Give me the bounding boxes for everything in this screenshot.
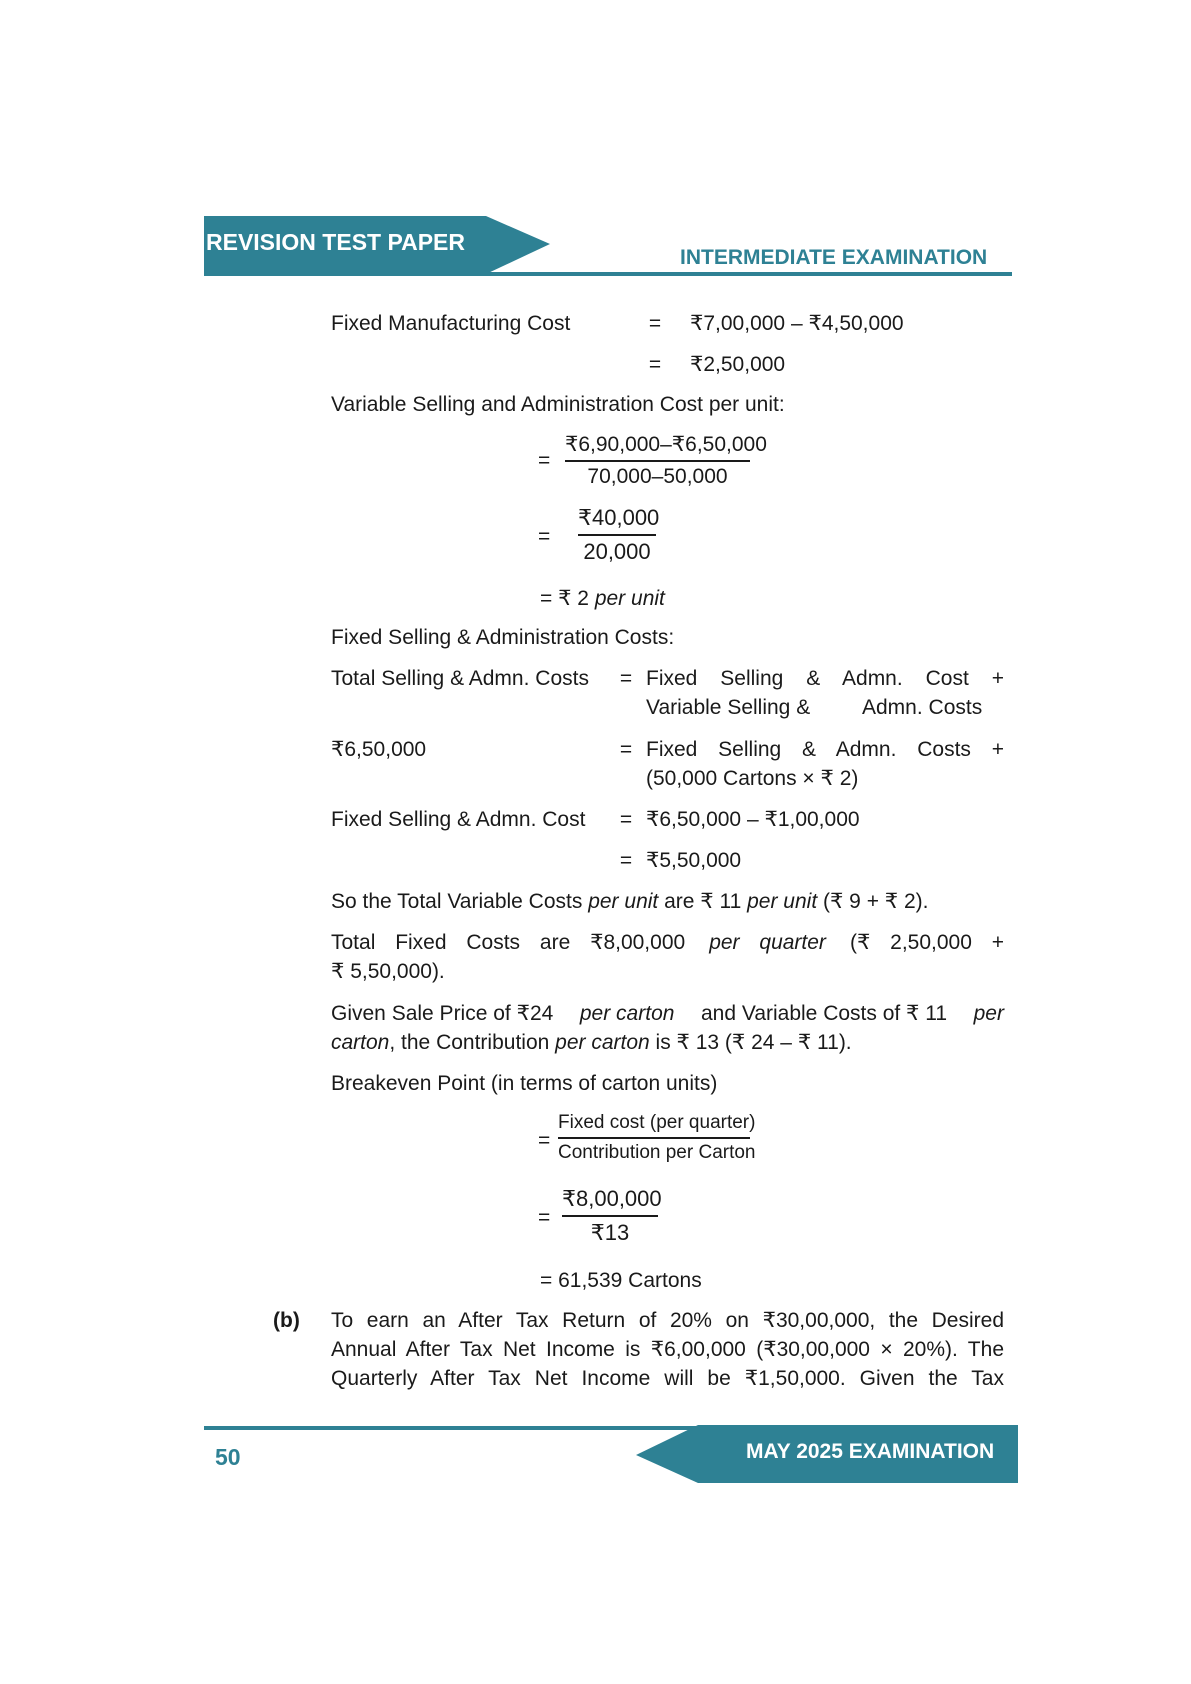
per-unit-value: = ₹ 2 <box>540 587 589 610</box>
total-fixed-costs-line2: ₹ 5,50,000). <box>331 960 445 983</box>
amount-formula-line1: Fixed Selling & Admn. Costs + <box>646 738 1004 761</box>
per-unit-text: per unit <box>594 587 665 610</box>
fraction-denominator: 70,000–50,000 <box>587 464 728 488</box>
text-run: (₹ 2,50,000 + <box>849 931 1004 954</box>
equals-sign: = <box>619 849 633 872</box>
fraction-numerator: ₹40,000 <box>578 505 660 530</box>
fraction-difference <box>578 505 660 565</box>
total-fixed-costs-line1 <box>331 928 1004 957</box>
variable-sa-heading: Variable Selling and Administration Cost per unit: <box>331 393 785 416</box>
text-run-italic: per unit <box>588 890 659 913</box>
text-run-italic: per <box>973 1002 1004 1025</box>
text-run: and Variable Costs of ₹ 11 <box>701 1002 948 1025</box>
equals-sign: = <box>648 312 662 335</box>
per-unit-result <box>540 584 665 613</box>
part-b-line2: Annual After Tax Net Income is ₹6,00,000 (₹30,00,000 × 20%). The <box>331 1338 1004 1361</box>
breakeven-result: = 61,539 Cartons <box>540 1269 702 1292</box>
total-sa-label: Total Selling & Admn. Costs <box>331 667 589 690</box>
fraction-numerator: ₹6,90,000–₹6,50,000 <box>565 433 767 456</box>
equals-sign: = <box>538 449 551 472</box>
text-run-italic: per carton <box>555 1031 650 1054</box>
fraction-variable-cost <box>565 432 767 489</box>
equals-sign: = <box>538 1129 551 1152</box>
banner-title: REVISION TEST PAPER <box>206 229 466 255</box>
total-sa-formula-line2a: Variable Selling & <box>646 696 811 719</box>
text-run-italic: per quarter <box>709 931 826 954</box>
fraction-breakeven-values <box>562 1186 662 1246</box>
given-sale-price-line1 <box>331 999 1004 1028</box>
fraction-bar <box>562 1215 658 1217</box>
text-run: Given Sale Price of ₹24 <box>331 1002 554 1025</box>
fraction-bar <box>558 1137 750 1139</box>
part-b-line3: Quarterly After Tax Net Income will be ₹1,50,000. Given the Tax <box>331 1367 1004 1390</box>
page-number: 50 <box>215 1444 241 1470</box>
text-run: Total Fixed Costs are ₹8,00,000 <box>331 931 686 954</box>
text-run-italic: carton <box>331 1031 390 1054</box>
exam-title: INTERMEDIATE EXAMINATION <box>680 246 988 269</box>
fraction-bar <box>565 460 750 462</box>
fraction-numerator: ₹8,00,000 <box>562 1186 662 1211</box>
fraction-denominator: ₹13 <box>590 1219 630 1245</box>
fixed-sa-heading: Fixed Selling & Administration Costs: <box>331 626 675 649</box>
fraction-bar <box>578 534 656 536</box>
text-run-italic: per unit <box>747 890 818 913</box>
amount-label: ₹6,50,000 <box>331 738 427 761</box>
equals-sign: = <box>619 667 633 690</box>
fraction-denominator: 20,000 <box>583 538 651 564</box>
text-run: are ₹ 11 <box>658 890 748 913</box>
fixed-sa-cost-result: ₹5,50,000 <box>646 849 742 872</box>
equals-sign: = <box>619 738 633 761</box>
fraction-breakeven-formula <box>558 1112 756 1164</box>
fraction-denominator: Contribution per Carton <box>558 1141 756 1163</box>
text-run-italic: per carton <box>579 1002 675 1025</box>
breakeven-heading: Breakeven Point (in terms of carton units) <box>331 1072 718 1095</box>
equals-sign: = <box>538 525 551 548</box>
header-rule <box>204 272 1012 276</box>
fixed-sa-cost-calc: ₹6,50,000 – ₹1,00,000 <box>646 808 860 831</box>
part-b-label: (b) <box>273 1309 300 1332</box>
fixed-sa-cost-label: Fixed Selling & Admn. Cost <box>331 808 586 831</box>
total-sa-formula-line1: Fixed Selling & Admn. Cost + <box>646 667 1004 690</box>
text-run: is ₹ 13 (₹ 24 – ₹ 11). <box>649 1031 852 1054</box>
total-variable-costs-line <box>331 887 929 916</box>
part-b-line1: To earn an After Tax Return of 20% on ₹30,00,000, the Desired <box>331 1309 1004 1332</box>
text-run: (₹ 9 + ₹ 2). <box>817 890 929 913</box>
fixed-manufacturing-calc: ₹7,00,000 – ₹4,50,000 <box>690 312 904 335</box>
given-sale-price-line2 <box>331 1028 852 1057</box>
text-run: So the Total Variable Costs <box>331 890 589 913</box>
fixed-manufacturing-result: ₹2,50,000 <box>690 353 786 376</box>
amount-formula-line2: (50,000 Cartons × ₹ 2) <box>646 767 859 790</box>
equals-sign: = <box>538 1206 551 1229</box>
equals-sign: = <box>619 808 633 831</box>
fixed-manufacturing-label: Fixed Manufacturing Cost <box>331 312 571 335</box>
equals-sign: = <box>648 353 662 376</box>
text-run: , the Contribution <box>389 1031 556 1054</box>
fraction-numerator: Fixed cost (per quarter) <box>558 1112 756 1133</box>
exam-session: MAY 2025 EXAMINATION <box>746 1440 995 1463</box>
total-sa-formula-line2b: Admn. Costs <box>862 696 983 719</box>
